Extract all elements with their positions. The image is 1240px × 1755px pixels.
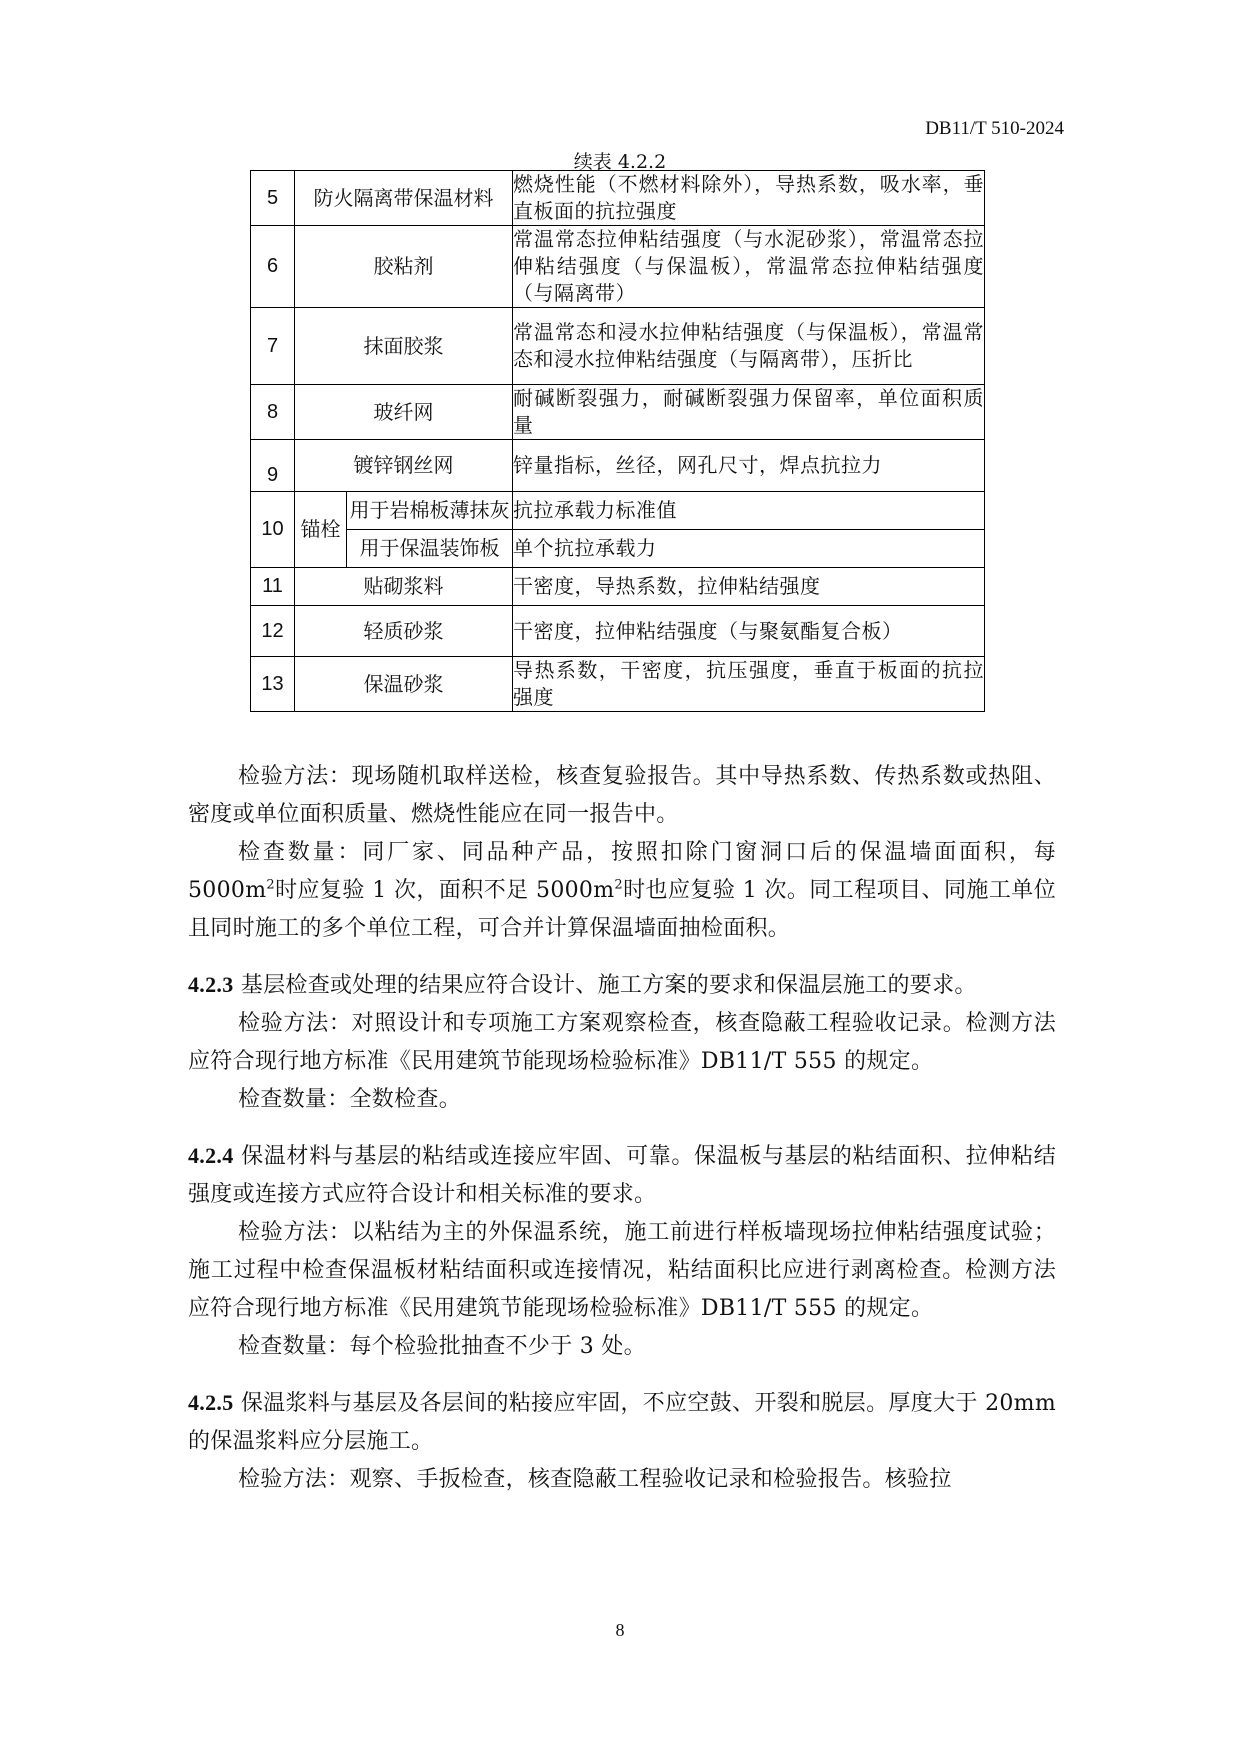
table-row [251, 385, 985, 440]
test-items: 锌量指标，丝径，网孔尺寸，焊点抗拉力 [513, 440, 985, 492]
inspection-quantity-paragraph: 检查数量：全数检查。 [238, 1087, 462, 1112]
inspection-method-paragraph: 检验方法：观察、手扳检查，核查隐蔽工程验收记录和检验报告。核验拉 [238, 1467, 952, 1492]
body-text [188, 758, 1056, 1499]
table-row [251, 492, 985, 530]
superscript: 2 [614, 877, 623, 893]
clause-4-2-5 [188, 1384, 1056, 1461]
material-name: 保温砂浆 [295, 657, 513, 712]
material-subtype: 用于岩棉板薄抹灰 [347, 492, 513, 530]
row-number: 11 [251, 568, 295, 606]
inspection-quantity-paragraph: 检查数量：每个检验批抽查不少于 3 处。 [238, 1334, 646, 1359]
row-number: 9 [251, 440, 295, 492]
row-number: 12 [251, 606, 295, 657]
row-number: 6 [251, 226, 295, 308]
table-row [251, 568, 985, 606]
table-row [251, 308, 985, 385]
test-items: 干密度，导热系数，拉伸粘结强度 [513, 568, 985, 606]
clause-text: 基层检查或处理的结果应符合设计、施工方案的要求和保温层施工的要求。 [240, 973, 977, 998]
clause-number: 4.2.3 [188, 972, 234, 997]
row-number: 5 [251, 171, 295, 226]
text-segment: 时也应复验 1 次。同工程项目、同施工单位且同时施工的多个单位工程，可合并计算保温墙面抽检面积。 [188, 878, 1056, 941]
material-name: 胶粘剂 [295, 226, 513, 308]
page-number: 8 [615, 1620, 625, 1640]
clause-text: 保温材料与基层的粘结或连接应牢固、可靠。保温板与基层的粘结面积、拉伸粘结强度或连接方式应符合设计和相关标准的要求。 [188, 1144, 1056, 1207]
table-caption: 续表 4.2.2 [573, 151, 667, 173]
test-items: 抗拉承载力标准值 [513, 492, 985, 530]
material-name: 抹面胶浆 [295, 308, 513, 385]
inspection-method-paragraph: 检验方法：现场随机取样送检，核查复验报告。其中导热系数、传热系数或热阻、密度或单位面积质量、燃烧性能应在同一报告中。 [188, 764, 1056, 827]
test-items: 耐碱断裂强力，耐碱断裂强力保留率，单位面积质量 [513, 385, 985, 440]
table-row [251, 657, 985, 712]
inspection-quantity-paragraph [188, 834, 1056, 948]
table-row [251, 606, 985, 657]
table-row [251, 171, 985, 226]
text-segment: 检查数量：同厂家、同品种产品，按照扣除门窗洞口后的保温墙面面积，每 5000m [188, 840, 1056, 903]
test-items: 单个抗拉承载力 [513, 530, 985, 568]
test-items: 常温常态拉伸粘结强度（与水泥砂浆），常温常态拉伸粘结强度（与保温板），常温常态拉伸粘结强度（与隔离带） [513, 226, 985, 308]
material-name: 玻纤网 [295, 385, 513, 440]
test-items: 常温常态和浸水拉伸粘结强度（与保温板），常温常态和浸水拉伸粘结强度（与隔离带），压折比 [513, 308, 985, 385]
clause-4-2-3 [188, 966, 1056, 1005]
clause-number: 4.2.5 [188, 1390, 234, 1415]
inspection-method-paragraph: 检验方法：以粘结为主的外保温系统，施工前进行样板墙现场拉伸粘结强度试验；施工过程中检查保温板材粘结面积或连接情况，粘结面积比应进行剥离检查。检测方法应符合现行地方标准《民用建筑节能现场检验标准》DB11/T 555 的规定。 [188, 1220, 1056, 1321]
inspection-method-paragraph: 检验方法：对照设计和专项施工方案观察检查，核查隐蔽工程验收记录。检测方法应符合现行地方标准《民用建筑节能现场检验标准》DB11/T 555 的规定。 [188, 1011, 1056, 1074]
clause-4-2-4 [188, 1137, 1056, 1214]
table-row [251, 530, 985, 568]
test-items: 干密度，拉伸粘结强度（与聚氨酯复合板） [513, 606, 985, 657]
row-number: 13 [251, 657, 295, 712]
material-name: 防火隔离带保温材料 [295, 171, 513, 226]
table-row [251, 440, 985, 492]
test-items: 燃烧性能（不燃材料除外），导热系数，吸水率，垂直板面的抗拉强度 [513, 171, 985, 226]
table-row [251, 226, 985, 308]
material-name: 锚栓 [295, 492, 347, 568]
test-items: 导热系数，干密度，抗压强度，垂直于板面的抗拉强度 [513, 657, 985, 712]
row-number: 10 [251, 492, 295, 568]
document-code: DB11/T 510-2024 [925, 118, 1064, 139]
row-number: 7 [251, 308, 295, 385]
material-subtype: 用于保温装饰板 [347, 530, 513, 568]
material-name: 镀锌钢丝网 [295, 440, 513, 492]
text-segment: 时应复验 1 次，面积不足 5000m [274, 878, 615, 903]
material-name: 轻质砂浆 [295, 606, 513, 657]
clause-text: 保温浆料与基层及各层间的粘接应牢固，不应空鼓、开裂和脱层。厚度大于 20mm 的保温浆料应分层施工。 [188, 1391, 1056, 1454]
material-name: 贴砌浆料 [295, 568, 513, 606]
clause-number: 4.2.4 [188, 1143, 234, 1168]
inspection-items-table [250, 170, 985, 712]
superscript: 2 [266, 877, 275, 893]
row-number: 8 [251, 385, 295, 440]
